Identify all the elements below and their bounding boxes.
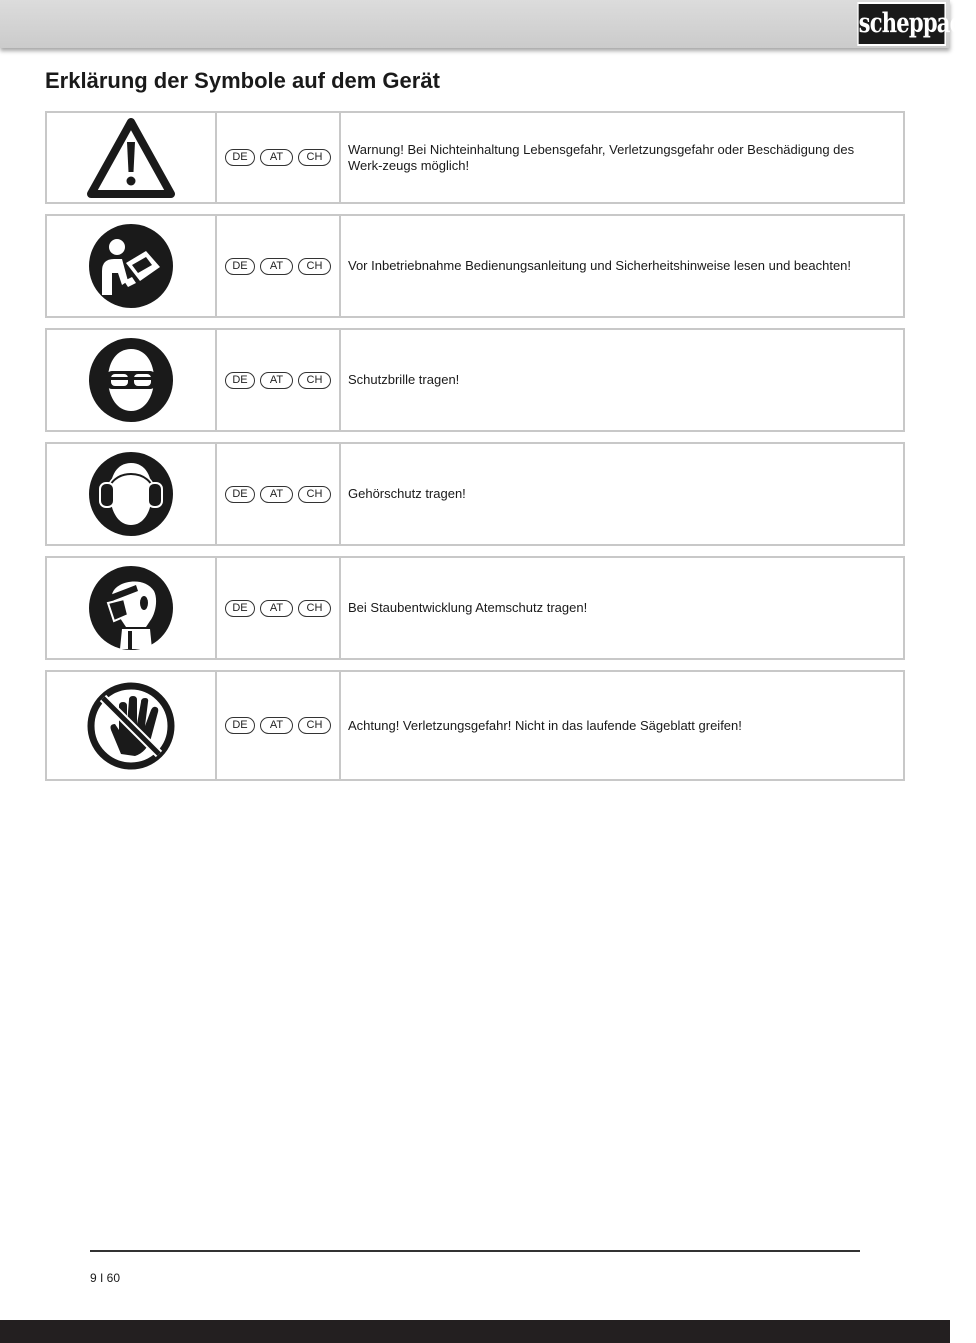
symbol-cell (47, 216, 217, 316)
symbol-row-goggles (45, 328, 905, 432)
symbol-cell (47, 113, 217, 202)
country-code-ch: CH (298, 600, 331, 617)
country-code-de: DE (225, 486, 255, 503)
symbol-description: Bei Staubentwicklung Atemschutz tragen! (348, 600, 588, 615)
country-code-at: AT (260, 600, 293, 617)
symbol-description: Warnung! Bei Nichteinhaltung Lebensgefahr, Verletzungsgefahr oder Beschädigung des Werk-zeugs möglich! (348, 141, 855, 173)
footer-divider (90, 1250, 860, 1252)
symbol-row-respirator (45, 556, 905, 660)
country-code-de: DE (225, 600, 255, 617)
country-code-at: AT (260, 717, 293, 734)
read-manual-icon (88, 223, 174, 309)
symbol-cell (47, 444, 217, 544)
country-code-de: DE (225, 372, 255, 389)
bottom-bar (0, 1320, 950, 1343)
no-hand-icon (85, 680, 177, 772)
symbol-row-no-hand (45, 670, 905, 781)
symbol-description: Vor Inbetriebnahme Bedienungsanleitung und Sicherheitshinweise lesen und beachten! (348, 258, 852, 273)
scheppach-logo: scheppach (857, 2, 946, 46)
symbol-cell (47, 330, 217, 430)
warning-triangle-icon (87, 118, 175, 198)
country-code-de: DE (225, 717, 255, 734)
country-codes (217, 672, 341, 779)
symbol-row-read-manual (45, 214, 905, 318)
safety-goggles-icon (88, 337, 174, 423)
top-header-bar (0, 0, 976, 48)
country-code-de: DE (225, 149, 255, 166)
ear-protection-icon (88, 451, 174, 537)
country-codes (217, 444, 341, 544)
respirator-icon (88, 565, 174, 651)
country-codes (217, 113, 341, 202)
page-number: 9 I 60 (90, 1271, 121, 1285)
symbol-description: Gehörschutz tragen! (348, 486, 466, 501)
country-code-de: DE (225, 258, 255, 275)
country-code-ch: CH (298, 486, 331, 503)
country-code-at: AT (260, 258, 293, 275)
symbol-cell (47, 558, 217, 658)
symbol-description: Achtung! Verletzungsgefahr! Nicht in das laufende Sägeblatt greifen! (348, 717, 742, 733)
symbol-cell (47, 672, 217, 779)
country-code-at: AT (260, 149, 293, 166)
country-code-at: AT (260, 372, 293, 389)
country-code-ch: CH (298, 717, 331, 734)
symbol-row-warning (45, 111, 905, 204)
symbol-row-ear-protection (45, 442, 905, 546)
country-codes (217, 558, 341, 658)
country-code-at: AT (260, 486, 293, 503)
country-code-ch: CH (298, 372, 331, 389)
country-codes (217, 216, 341, 316)
country-code-ch: CH (298, 258, 331, 275)
symbol-description: Schutzbrille tragen! (348, 372, 460, 387)
country-codes (217, 330, 341, 430)
country-code-ch: CH (298, 149, 331, 166)
page-title: Erklärung der Symbole auf dem Gerät (45, 68, 440, 93)
